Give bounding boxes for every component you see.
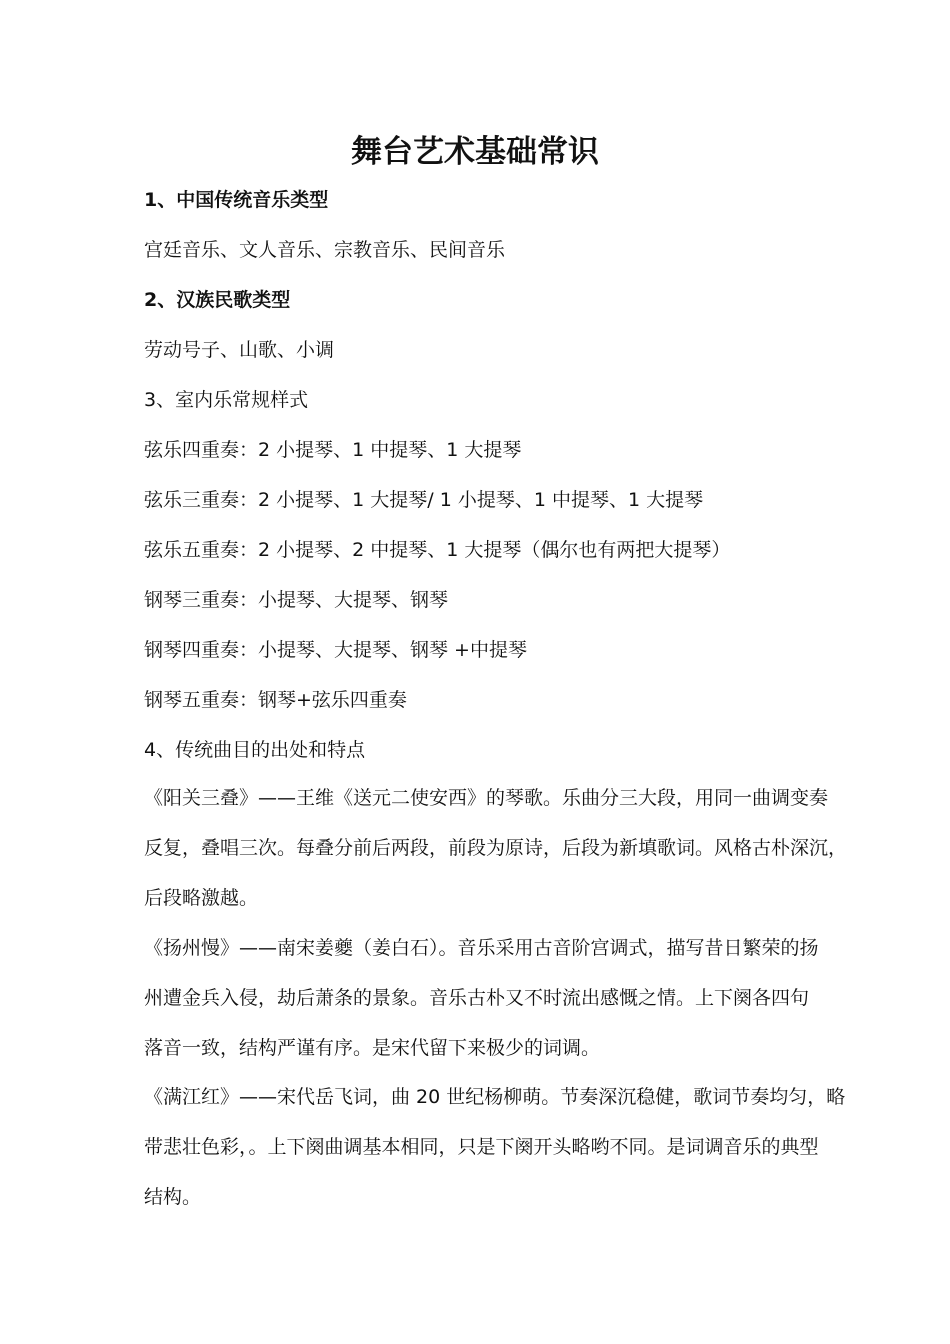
ensemble-item: 钢琴四重奏：小提琴、大提琴、钢琴 +中提琴 [144,639,527,661]
section-1-heading: 1、中国传统音乐类型 [144,189,329,211]
ensemble-item: 弦乐五重奏：2 小提琴、2 中提琴、1 大提琴（偶尔也有两把大提琴） [144,539,731,561]
paragraph-line: 落音一致，结构严谨有序。是宋代留下来极少的词调。 [144,1037,601,1059]
section-2-heading: 2、汉族民歌类型 [144,289,291,311]
paragraph-line: 《扬州慢》——南宋姜夔（姜白石）。音乐采用古音阶宫调式，描写昔日繁荣的扬 [144,937,819,959]
paragraph-line: 带悲壮色彩，。上下阕曲调基本相同，只是下阕开头略哟不同。是词调音乐的典型 [144,1136,819,1158]
paragraph-line: 后段略激越。 [144,887,259,909]
ensemble-item: 钢琴三重奏：小提琴、大提琴、钢琴 [144,589,449,611]
ensemble-item: 弦乐四重奏：2 小提琴、1 中提琴、1 大提琴 [144,439,522,461]
piece-paragraph-manjianghong [144,1082,845,1212]
page-title: 舞台艺术基础常识 [351,134,599,170]
ensemble-item: 弦乐三重奏：2 小提琴、1 大提琴/ 1 小提琴、1 中提琴、1 大提琴 [144,489,704,511]
paragraph-line: 州遭金兵入侵，劫后萧条的景象。音乐古朴又不时流出感慨之情。上下阕各四句 [144,987,810,1009]
paragraph-line: 结构。 [144,1186,202,1208]
section-1-body: 宫廷音乐、文人音乐、宗教音乐、民间音乐 [144,239,506,261]
piece-paragraph-yangzhouman [144,933,819,1063]
section-4-heading: 4、传统曲目的出处和特点 [144,739,366,761]
paragraph-line: 《满江红》——宋代岳飞词，曲 20 世纪杨柳萌。节奏深沉稳健，歌词节奏均匀，略 [144,1086,846,1108]
ensemble-item: 钢琴五重奏：钢琴+弦乐四重奏 [144,689,407,711]
paragraph-line: 反复，叠唱三次。每叠分前后两段，前段为原诗，后段为新填歌词。风格古朴深沉， [144,837,848,859]
paragraph-line: 《阳关三叠》——王维《送元二使安西》的琴歌。乐曲分三大段，用同一曲调变奏 [144,787,829,809]
section-3-heading: 3、室内乐常规样式 [144,389,309,411]
section-2-body: 劳动号子、山歌、小调 [144,339,335,361]
piece-paragraph-yangguan [144,783,847,913]
